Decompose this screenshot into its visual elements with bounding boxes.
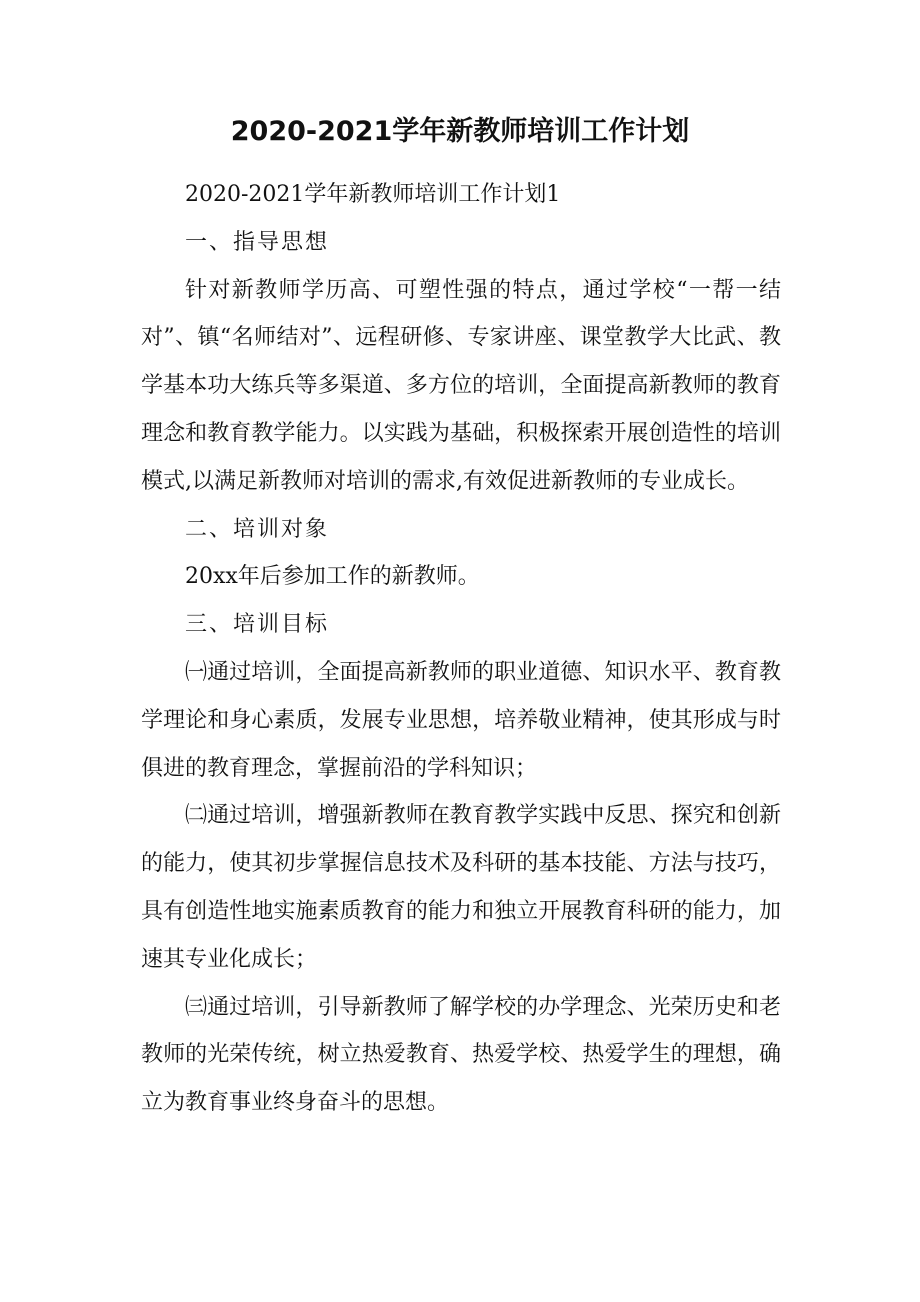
- section-heading-training-target: 二、培训对象: [185, 516, 330, 542]
- training-goal-item-2: ㈡通过培训，增强新教师在教育教学实践中反思、探究和创新的能力，使其初步掌握信息技术及科研的基本技能、方法与技巧，具有创造性地实施素质教育的能力和独立开展教育科研的能力，加速其专业化成长；: [141, 803, 781, 972]
- training-target-paragraph: 20xx年后参加工作的新教师。: [185, 564, 480, 590]
- guiding-ideology-paragraph: 针对新教师学历高、可塑性强的特点，通过学校“一帮一结对”、镇“名师结对”、远程研修、专家讲座、课堂教学大比武、教学基本功大练兵等多渠道、多方位的培训，全面提高新教师的教育理念和教育教学能力。以实践为基础，积极探索开展创造性的培训模式,以满足新教师对培训的需求,有效促进新教师的专业成长。: [141, 277, 781, 494]
- document-body: [141, 171, 781, 1127]
- document-title: 2020-2021学年新教师培训工作计划: [230, 116, 690, 147]
- training-goal-item-3: ㈢通过培训，引导新教师了解学校的办学理念、光荣历史和老教师的光荣传统，树立热爱教育、热爱学校、热爱学生的理想，确立为教育事业终身奋斗的思想。: [141, 994, 781, 1116]
- training-goal-item-1: ㈠通过培训，全面提高新教师的职业道德、知识水平、教育教学理论和身心素质，发展专业思想，培养敬业精神，使其形成与时俱进的教育理念，掌握前沿的学科知识；: [141, 659, 781, 781]
- subtitle-paragraph: 2020-2021学年新教师培训工作计划1: [185, 182, 561, 207]
- section-heading-guiding-ideology: 一、指导思想: [185, 229, 330, 255]
- section-heading-training-goals: 三、培训目标: [185, 612, 330, 638]
